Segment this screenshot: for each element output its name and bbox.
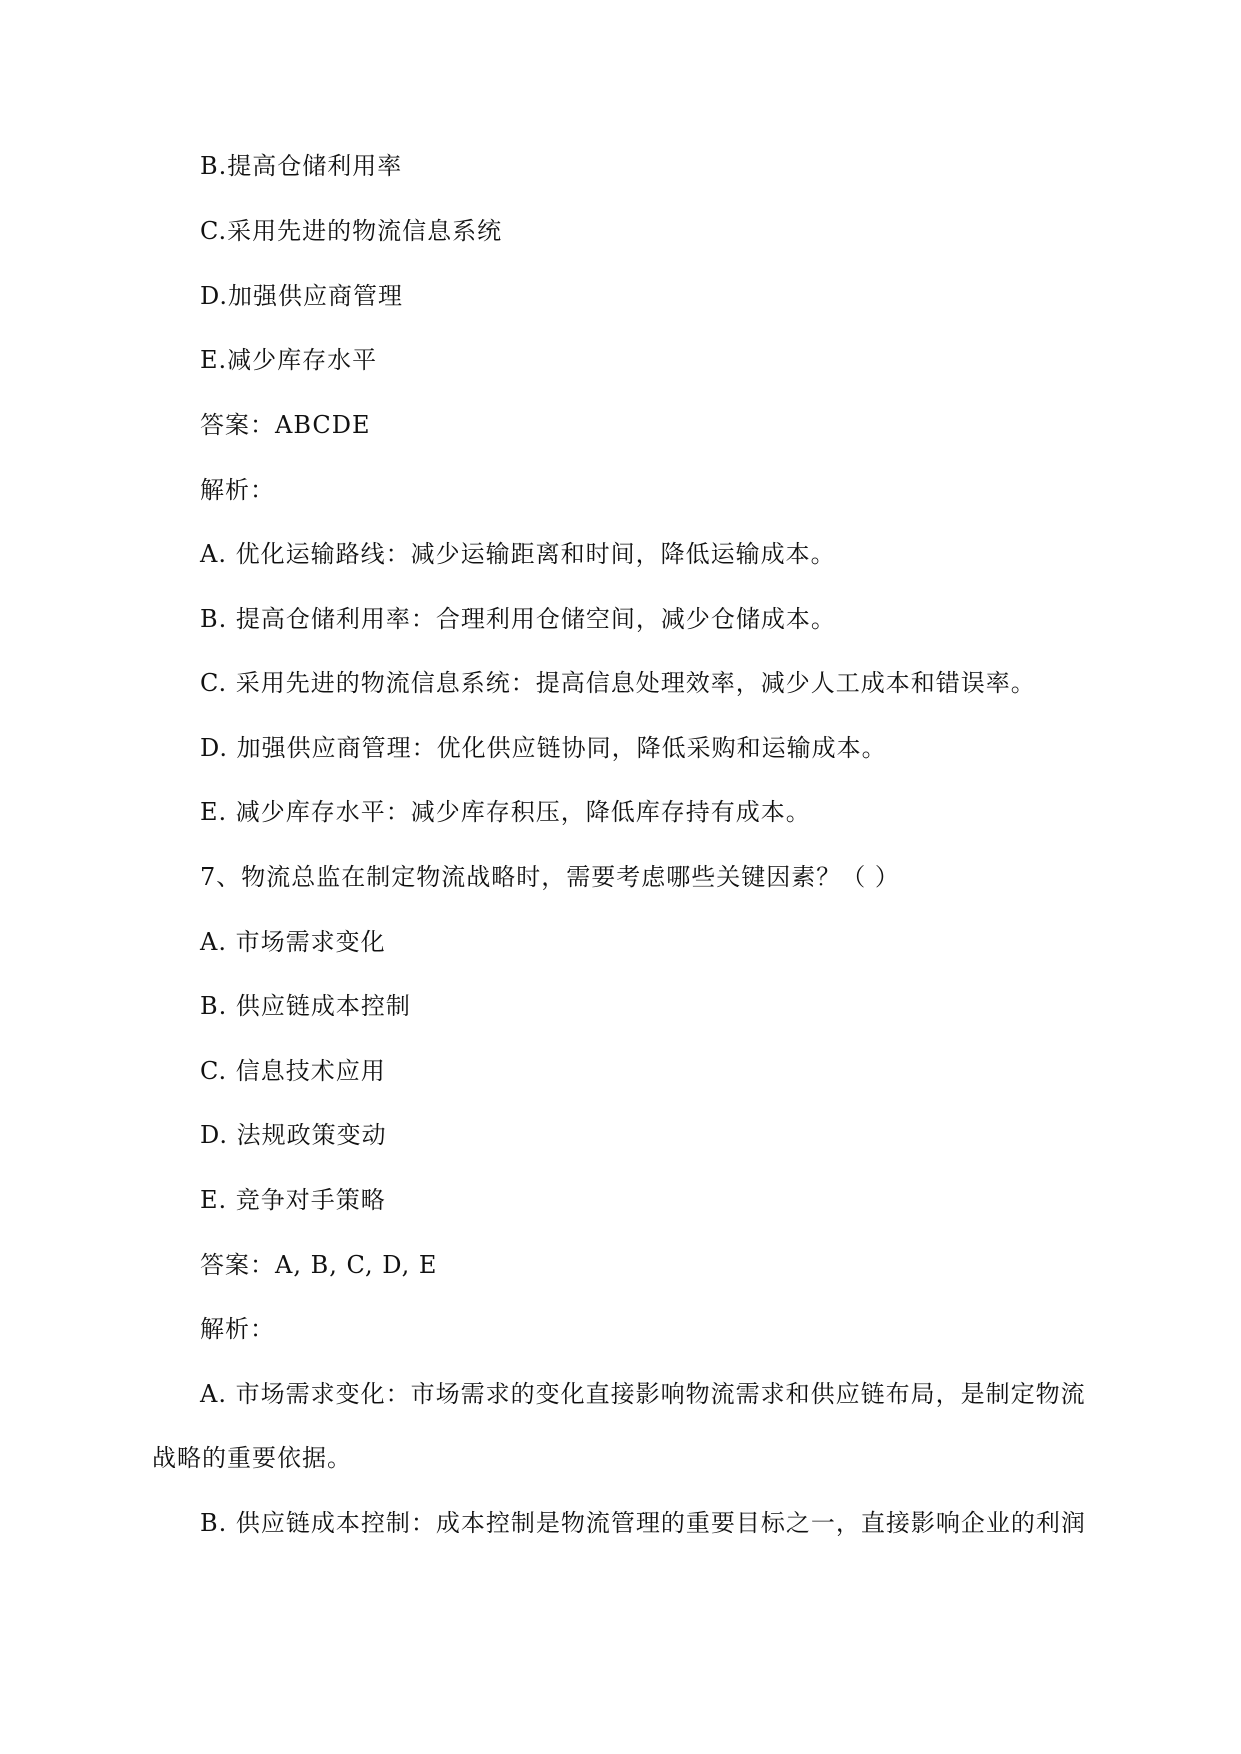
analysis-a: A. 优化运输路线：减少运输距离和时间，降低运输成本。 bbox=[200, 540, 836, 568]
q7-option-a: A. 市场需求变化 bbox=[200, 928, 386, 956]
q7-option-d: D. 法规政策变动 bbox=[200, 1121, 387, 1149]
option-d-text: D.加强供应商管理 bbox=[200, 282, 404, 310]
q7-analysis-a: A. 市场需求变化：市场需求的变化直接影响物流需求和供应链布局，是制定物流 bbox=[200, 1380, 1086, 1408]
question-7: 7、物流总监在制定物流战略时，需要考虑哪些关键因素？（ ） bbox=[200, 863, 900, 891]
analysis-b: B. 提高仓储利用率：合理利用仓储空间，减少仓储成本。 bbox=[200, 605, 836, 633]
q7-option-b: B. 供应链成本控制 bbox=[200, 992, 411, 1020]
q7-analysis-a-continued: 战略的重要依据。 bbox=[152, 1444, 352, 1472]
option-b-text: B.提高仓储利用率 bbox=[200, 152, 403, 180]
q7-analysis-heading: 解析： bbox=[200, 1315, 275, 1343]
analysis-heading: 解析： bbox=[200, 476, 275, 504]
q7-analysis-b: B. 供应链成本控制：成本控制是物流管理的重要目标之一，直接影响企业的利润 bbox=[200, 1509, 1086, 1537]
option-c-text: C.采用先进的物流信息系统 bbox=[200, 217, 503, 245]
q7-option-e: E. 竞争对手策略 bbox=[200, 1186, 386, 1214]
answer-line: 答案：ABCDE bbox=[200, 411, 371, 439]
analysis-c: C. 采用先进的物流信息系统：提高信息处理效率，减少人工成本和错误率。 bbox=[200, 669, 1036, 697]
analysis-e: E. 减少库存水平：减少库存积压，降低库存持有成本。 bbox=[200, 798, 811, 826]
q7-answer-line: 答案：A, B, C, D, E bbox=[200, 1251, 438, 1279]
option-e-text: E.减少库存水平 bbox=[200, 346, 378, 374]
q7-option-c: C. 信息技术应用 bbox=[200, 1057, 386, 1085]
analysis-d: D. 加强供应商管理：优化供应链协同，降低采购和运输成本。 bbox=[200, 734, 887, 762]
